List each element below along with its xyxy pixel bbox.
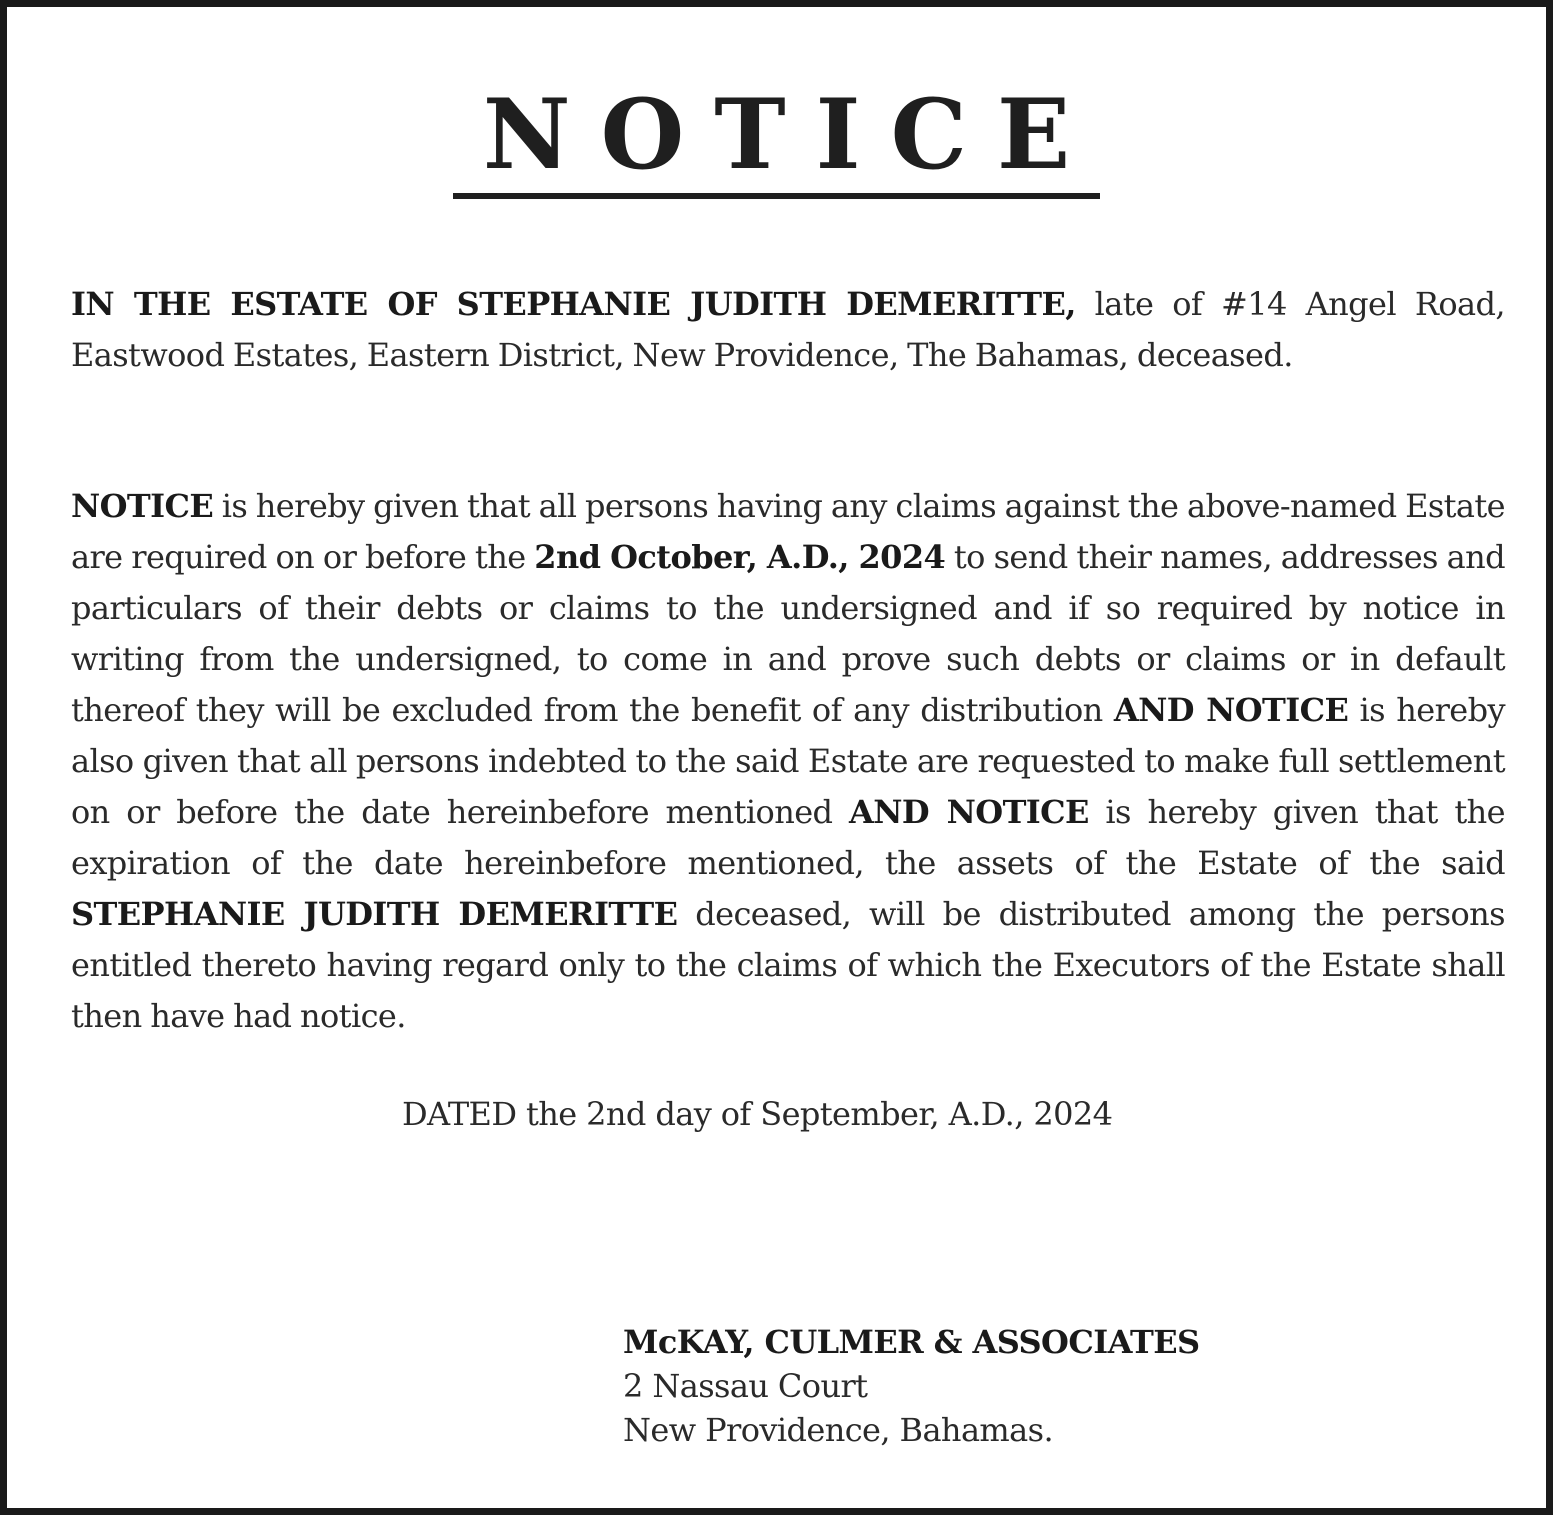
- notice-body-paragraph: [71, 481, 1505, 1042]
- body-text-3: is hereby also given that all persons indebted to the said Estate are requested to make full settlement on or before the date hereinbefore mentioned: [71, 691, 1505, 831]
- notice-lead-word: NOTICE: [71, 487, 214, 525]
- and-notice-2: AND NOTICE: [849, 793, 1089, 831]
- notice-title: [7, 78, 1546, 199]
- deceased-name: STEPHANIE JUDITH DEMERITTE: [71, 895, 678, 933]
- estate-address: late of #14 Angel Road, Eastwood Estates, Eastern District, New Providence, The Bahamas, deceased.: [71, 285, 1505, 374]
- body-text-4: is hereby given that the expiration of the date hereinbefore mentioned, the assets of the Estate of the said: [71, 793, 1505, 882]
- firm-name: McKAY, CULMER & ASSOCIATES: [623, 1323, 1200, 1361]
- signature-block: [623, 1320, 1200, 1452]
- dated-line: DATED the 2nd day of September, A.D., 2024: [402, 1095, 1113, 1133]
- notice-title-text: NOTICE: [453, 87, 1100, 199]
- estate-heading: IN THE ESTATE OF STEPHANIE JUDITH DEMERITTE,: [71, 285, 1076, 323]
- body-text-2: to send their names, addresses and particulars of their debts or claims to the undersigned and if so required by notice in writing from the undersigned, to come in and prove such debts or claims or in default thereof they will be excluded from the benefit of any distribution: [71, 538, 1505, 729]
- and-notice-1: AND NOTICE: [1113, 691, 1349, 729]
- firm-address-line-2: New Providence, Bahamas.: [623, 1411, 1054, 1449]
- body-text-1: is hereby given that all persons having any claims against the above-named Estate are required on or before the: [71, 487, 1505, 576]
- firm-address-line-1: 2 Nassau Court: [623, 1367, 868, 1405]
- estate-paragraph: [71, 279, 1505, 381]
- body-text-5: deceased, will be distributed among the persons entitled thereto having regard only to the claims of which the Executors of the Estate shall then have had notice.: [71, 895, 1506, 1035]
- deadline-date: 2nd October, A.D., 2024: [534, 538, 946, 576]
